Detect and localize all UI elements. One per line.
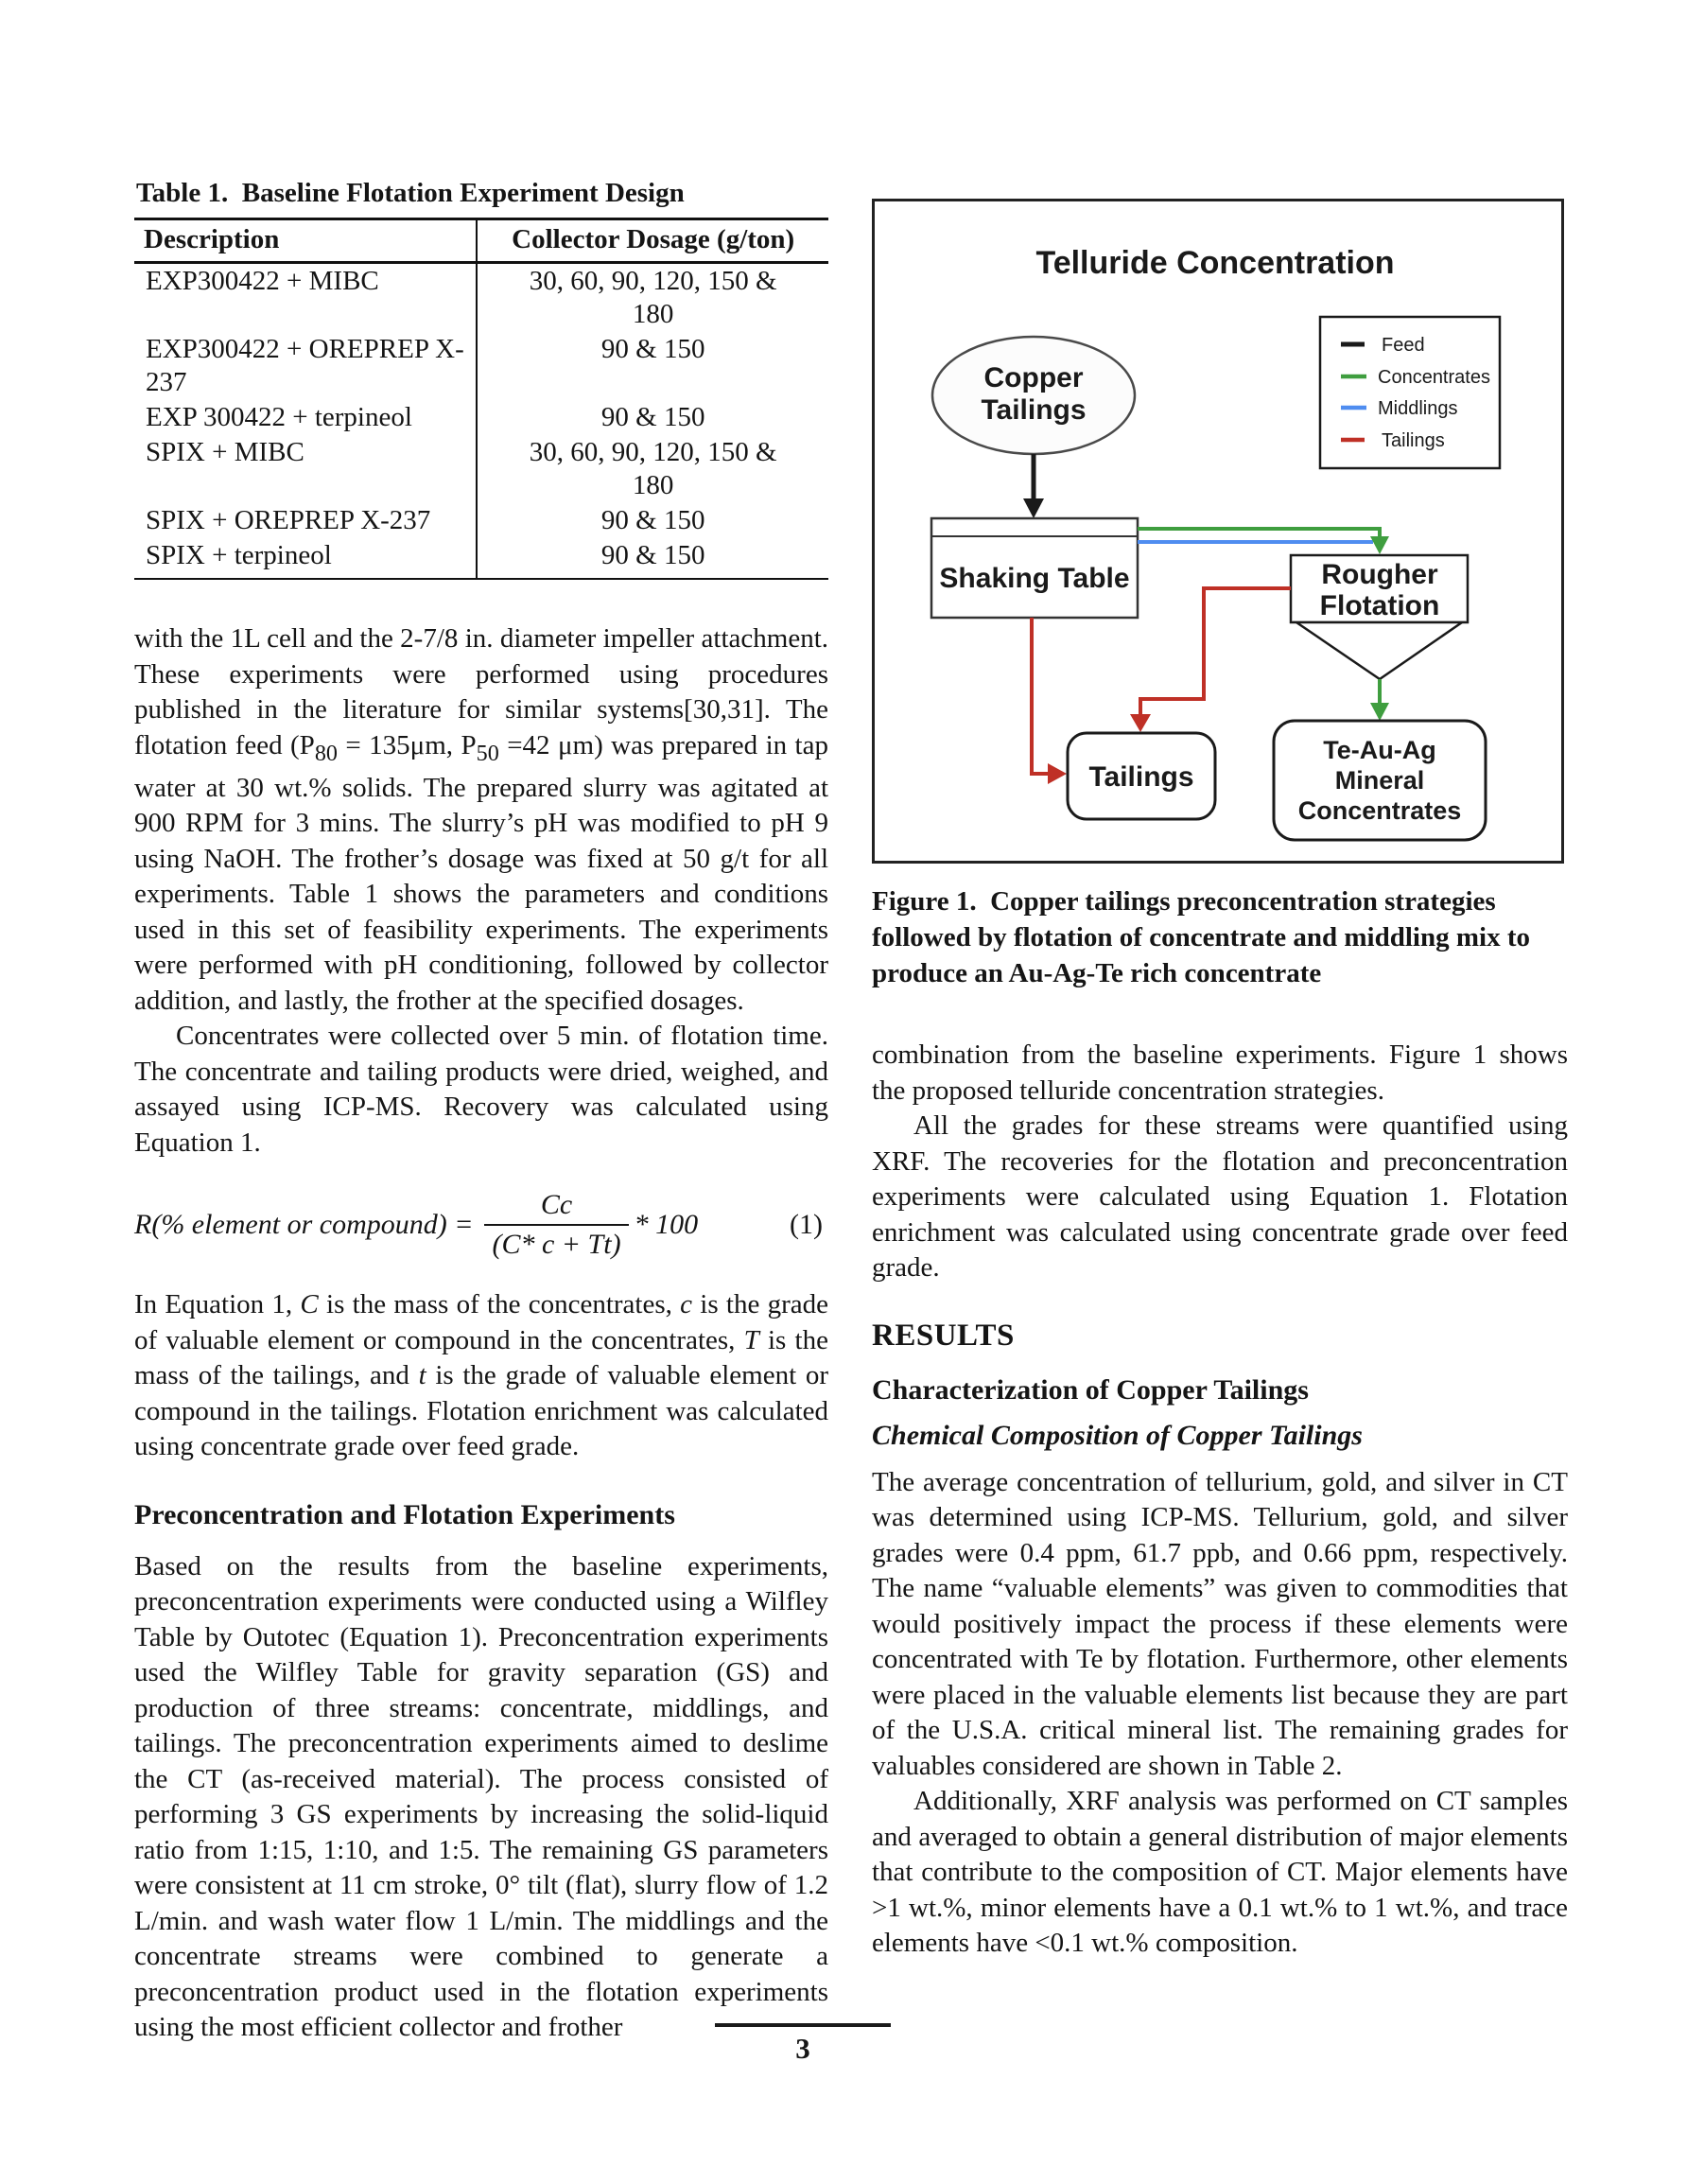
figure-1 <box>872 199 1564 864</box>
dosage-cell: 90 & 150 <box>477 400 828 435</box>
figure-title: Telluride Concentration <box>1035 245 1395 281</box>
column-header-dosage: Collector Dosage (g/ton) <box>477 220 828 263</box>
paragraph: The average concentration of tellurium, gold, and silver in CT was determined using ICP-MS. Tellurium, gold, and silver grades were 0.4 ppm, 61.7 ppb, and 0.66 ppm, respectively. The name “valuable elements” was given to commodities that would positively impact the process if these elements were concentrated with Te by flotation. Furthermore, other elements were placed in the valuable elements list because they are part of the U.S.A. critical mineral list. The remaining grades for valuables considered are shown in Table 2. <box>872 1466 1568 1781</box>
paragraph: Based on the results from the baseline experiments, preconcentration experiments were conducted using a Wilfley Table by Outotec (Equation 1). Preconcentration experiments used the Wilfley Table for gravity separation (GS) and production of three streams: concentrate, middlings, and tailings. The preconcentration experiments aimed to deslime the CT (as-received material). The process consisted of performing 3 GS experiments by increasing the solid-liquid ratio from 1:15, 1:10, and 1:5. The remaining GS parameters were consistent at 11 cm stroke, 0° tilt (flat), slurry flow of 1.2 L/min. and wash water flow 1 L/min. The middlings and the concentrate streams were combined to generate a preconcentration product used in the flotation experiments using the most efficient collector and frother <box>134 1550 828 2043</box>
figure-caption: Figure 1. Copper tailings preconcentration strategies followed by flotation of concentrate and middling mix to produce an Au-Ag-Te rich concentrate <box>872 886 1530 988</box>
column-header-description: Description <box>134 220 477 263</box>
table-row <box>134 263 828 333</box>
paragraph: In Equation 1, C is the mass of the concentrates, c is the grade of valuable element or compound in the concentrates, T is the mass of the tailings, and t is the grade of valuable element or compound in the tailings. Flotation enrichment was calculated using concentrate grade over feed grade. <box>134 1289 829 1462</box>
description-cell: EXP300422 + MIBC <box>146 266 379 296</box>
description-cell: SPIX + OREPREP X-237 <box>146 505 431 535</box>
table-title: Table 1. Baseline Flotation Experiment Design <box>134 175 828 220</box>
equation-lhs: R(% element or compound) = <box>134 1209 474 1241</box>
concentrates-arrowhead-icon <box>1370 536 1389 554</box>
table-row <box>134 503 828 538</box>
paragraph: Concentrates were collected over 5 min. of flotation time. The concentrate and tailing products were dried, weighed, and assayed using ICP-MS. Recovery was calculated using Equation 1. <box>134 1021 828 1158</box>
dosage-cell: 30, 60, 90, 120, 150 & 180 <box>477 435 828 503</box>
rougher-flotation-label: Flotation <box>1319 590 1440 621</box>
tailings-arrowhead-icon <box>1048 763 1067 784</box>
shaking-table-label: Shaking Table <box>939 563 1130 594</box>
te-au-ag-label: Concentrates <box>1297 796 1462 825</box>
te-au-ag-label: Te-Au-Ag <box>1323 736 1436 764</box>
copper-tailings-label: Tailings <box>981 394 1087 426</box>
left-column <box>134 175 828 2046</box>
page-number: 3 <box>795 2032 810 2065</box>
te-au-ag-label: Mineral <box>1334 766 1425 795</box>
legend-middlings-label: Middlings <box>1378 398 1458 419</box>
concentrates-arrowhead-icon <box>1370 703 1389 721</box>
tailings-arrowhead-icon <box>1130 714 1151 732</box>
table-row <box>134 332 828 400</box>
legend-concentrates-label: Concentrates <box>1378 367 1490 388</box>
table-1 <box>134 175 828 580</box>
description-cell: EXP300422 + OREPREP X-237 <box>146 334 464 397</box>
footer-rule <box>715 2023 891 2027</box>
table-header-row <box>134 220 828 263</box>
dosage-cell: 90 & 150 <box>477 503 828 538</box>
concentrates-line <box>1138 529 1380 538</box>
equation-1 <box>134 1189 828 1261</box>
paragraph: All the grades for these streams were quantified using XRF. The recoveries for the flotation and preconcentration experiments were calculated using Equation 1. Flotation enrichment was calculated using concentrate grade over feed grade. <box>872 1110 1568 1283</box>
paragraph: Additionally, XRF analysis was performed on CT samples and averaged to obtain a general distribution of major elements that contribute to the composition of CT. Major elements have >1 wt.%, minor elements have a 0.1 wt.% to 1 wt.%, and trace elements have <0.1 wt.% composition. <box>872 1786 1568 1958</box>
legend-feed-label: Feed <box>1382 335 1425 356</box>
dosage-cell: 90 & 150 <box>477 332 828 400</box>
tailings-line-2 <box>1140 588 1291 717</box>
baseline-flotation-table <box>134 220 828 580</box>
description-cell: SPIX + terpineol <box>134 538 477 579</box>
legend-tailings-label: Tailings <box>1382 430 1445 451</box>
subsubsection-heading: Chemical Composition of Copper Tailings <box>872 1419 1363 1451</box>
table-row <box>134 435 828 503</box>
dosage-cell: 30, 60, 90, 120, 150 & 180 <box>477 263 828 333</box>
dosage-cell: 90 & 150 <box>477 538 828 579</box>
subsection-heading: Characterization of Copper Tailings <box>872 1373 1309 1406</box>
paragraph: with the 1L cell and the 2-7/8 in. diameter impeller attachment. These experiments were performed using procedures published in the literature for similar systems[30,31]. The flotation feed ($P_{80} = 135\mu m$, $P_{50} =42$ μm) was prepared in tap water at 30 wt.% solids. The prepared slurry was agitated at 900 RPM for 3 mins. The slurry’s pH was modified to pH 9 using NaOH. The frother’s dosage was fixed at 50 g/t for all experiments. Table 1 shows the parameters and conditions used in this set of feasibility experiments. The experiments were performed with pH conditioning, followed by collector addition, and lastly, the frother at the specified dosages. <box>134 623 828 1016</box>
table-row <box>134 538 828 579</box>
paragraph: combination from the baseline experiments. Figure 1 shows the proposed telluride concentration strategies. <box>872 1040 1568 1106</box>
description-cell: SPIX + MIBC <box>146 437 304 467</box>
feed-arrowhead-icon <box>1023 498 1044 518</box>
table-row <box>134 400 828 435</box>
description-cell: EXP 300422 + terpineol <box>146 402 412 432</box>
tailings-label: Tailings <box>1088 761 1194 793</box>
section-heading: Preconcentration and Flotation Experiments <box>134 1498 675 1530</box>
equation-numerator: Cc <box>540 1189 573 1221</box>
telluride-concentration-diagram <box>875 201 1561 861</box>
rougher-flotation-label: Rougher <box>1321 559 1438 590</box>
right-column <box>872 199 1568 1962</box>
tailings-line-1 <box>1032 618 1051 774</box>
rougher-funnel <box>1296 622 1462 679</box>
equation-denominator: (C* c + Tt) <box>484 1224 628 1261</box>
equation-number: (1) <box>790 1209 823 1241</box>
results-heading: RESULTS <box>872 1318 1015 1353</box>
equation-multiplier: * 100 <box>634 1209 699 1241</box>
equation-fraction <box>484 1189 628 1261</box>
copper-tailings-label: Copper <box>983 362 1084 393</box>
